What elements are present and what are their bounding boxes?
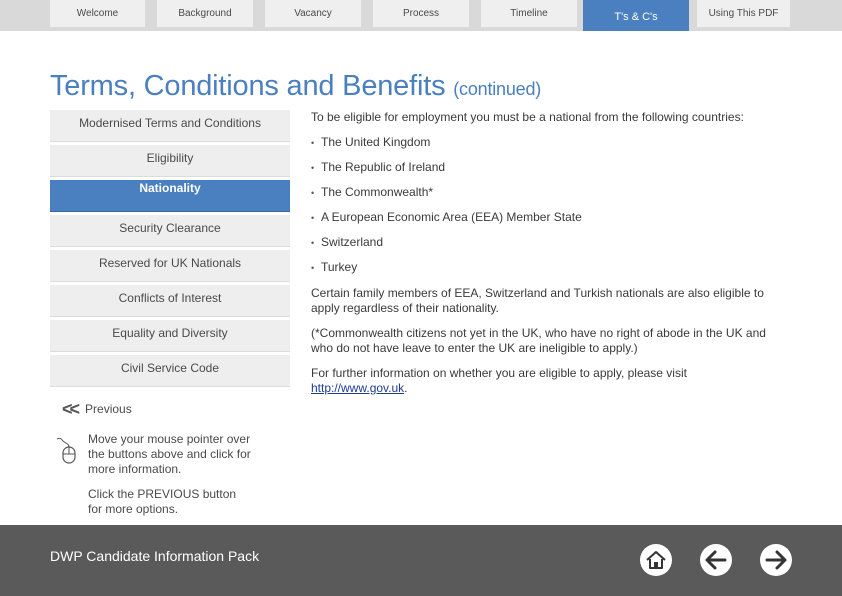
list-item: [311, 235, 383, 249]
list-item-text: A European Economic Area (EEA) Member State: [321, 210, 582, 224]
double-chevron-left-icon: <<: [62, 399, 78, 419]
tab-vacancy[interactable]: Vacancy: [265, 0, 361, 27]
top-navigation: [0, 0, 842, 31]
tab-timeline[interactable]: Timeline: [481, 0, 577, 27]
footer-title: DWP Candidate Information Pack: [50, 548, 260, 564]
footer: [0, 525, 842, 596]
list-item: [311, 160, 445, 174]
gov-uk-link[interactable]: http://www.gov.uk: [311, 381, 405, 395]
page-title: [50, 70, 541, 103]
further-info-text: For further information on whether you are eligible to apply, please visit: [311, 366, 687, 380]
menu-modernised-terms[interactable]: Modernised Terms and Conditions: [50, 110, 290, 142]
family-note: Certain family members of EEA, Switzerland and Turkish nationals are also eligible to apply regardless of their nationality.: [311, 286, 764, 315]
previous-label: Previous: [85, 402, 132, 416]
list-item-text: The Commonwealth*: [321, 185, 434, 199]
tab-process[interactable]: Process: [373, 0, 469, 27]
forward-button[interactable]: [760, 544, 792, 576]
bullet-icon: •: [311, 163, 315, 173]
eligibility-intro: To be eligible for employment you must be a national from the following countries:: [311, 110, 744, 124]
further-info-suffix: .: [404, 381, 408, 395]
home-icon: [644, 548, 668, 572]
help-previous-text: Click the PREVIOUS button for more options.: [88, 487, 237, 516]
menu-equality-diversity[interactable]: Equality and Diversity: [50, 320, 290, 352]
bullet-icon: •: [311, 188, 315, 198]
bullet-icon: •: [311, 138, 315, 148]
tab-welcome[interactable]: Welcome: [50, 0, 145, 27]
menu-civil-service-code[interactable]: Civil Service Code: [50, 355, 290, 387]
home-button[interactable]: [640, 544, 672, 576]
menu-conflicts-of-interest[interactable]: Conflicts of Interest: [50, 285, 290, 317]
menu-security-clearance[interactable]: Security Clearance: [50, 215, 290, 247]
menu-reserved-uk-nationals[interactable]: Reserved for UK Nationals: [50, 250, 290, 282]
menu-eligibility[interactable]: Eligibility: [50, 145, 290, 177]
list-item: [311, 210, 582, 224]
commonwealth-note: (*Commonwealth citizens not yet in the UK, who have no right of abode in the UK and who do not have leave to enter the UK are ineligible to apply.): [311, 326, 766, 355]
tab-background[interactable]: Background: [157, 0, 253, 27]
back-button[interactable]: [700, 544, 732, 576]
bullet-icon: •: [311, 238, 315, 248]
page-title-sub: (continued): [453, 79, 542, 99]
list-item: [311, 135, 430, 149]
arrow-left-icon: [703, 547, 729, 573]
help-mouse-text: Move your mouse pointer over the buttons above and click for more information.: [88, 432, 251, 476]
menu-nationality[interactable]: Nationality: [50, 180, 290, 212]
list-item-text: The United Kingdom: [321, 135, 431, 149]
further-info: [311, 366, 781, 396]
page-title-main: Terms, Conditions and Benefits: [50, 70, 446, 102]
list-item-text: Turkey: [321, 260, 358, 274]
list-item: [311, 260, 357, 274]
bullet-icon: •: [311, 213, 315, 223]
mouse-pointer-icon: [56, 437, 80, 465]
tab-using-this-pdf[interactable]: Using This PDF: [697, 0, 790, 27]
bullet-icon: •: [311, 263, 315, 273]
list-item-text: Switzerland: [321, 235, 384, 249]
list-item-text: The Republic of Ireland: [321, 160, 446, 174]
arrow-right-icon: [763, 547, 789, 573]
previous-button[interactable]: [62, 400, 132, 418]
list-item: [311, 185, 433, 199]
tab-terms-conditions[interactable]: T's & C's: [583, 0, 689, 31]
